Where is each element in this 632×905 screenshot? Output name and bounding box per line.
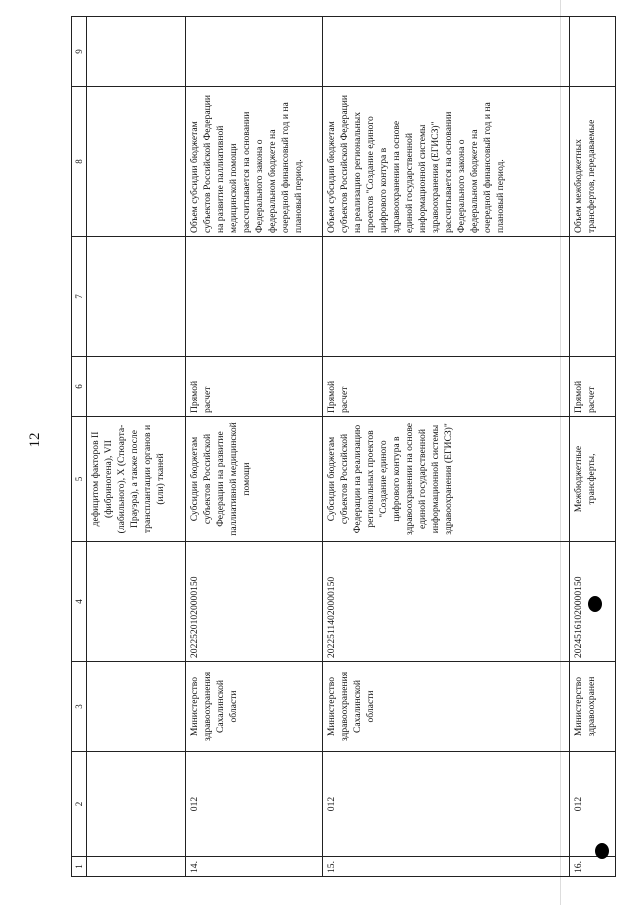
punch-hole-mark bbox=[588, 596, 602, 612]
cell-method: Прямой расчет bbox=[322, 357, 569, 417]
cell-col7 bbox=[322, 237, 569, 357]
cell-org: Министерство здравоохранения Сахалинской области bbox=[322, 662, 569, 752]
punch-hole-mark bbox=[595, 843, 609, 859]
cell-name: Субсидии бюджетам субъектов Российской Федерации на развитие паллиативной медицинской помощи bbox=[185, 417, 322, 542]
table-row bbox=[322, 17, 569, 877]
table-container bbox=[71, 17, 616, 877]
cell-name: Субсидии бюджетам субъектов Российской Федерации на реализацию региональных проектов "Создание единого цифрового контура в здравоохранении на основе единой государственной информационной системы здравоохранения (ЕГИСЗ)" bbox=[322, 417, 569, 542]
cell-code: 012 bbox=[185, 752, 322, 857]
cell-kbk: 20225114020000150 bbox=[322, 542, 569, 662]
header-cell: 2 bbox=[72, 752, 87, 857]
table-row bbox=[185, 17, 322, 877]
header-cell: 9 bbox=[72, 17, 87, 87]
cell-kbk: 20225201020000150 bbox=[185, 542, 322, 662]
cell-org bbox=[87, 662, 186, 752]
cell-code bbox=[87, 752, 186, 857]
cell-col9 bbox=[87, 17, 186, 87]
header-cell: 3 bbox=[72, 662, 87, 752]
cell-col9 bbox=[322, 17, 569, 87]
cell-desc: Объем субсидии бюджетам субъектов Российской Федерации на развитие паллиативной медицинской помощи рассчитывается на основании Федерального закона о федеральном бюджете на очередной финансовый год и на плановый период. bbox=[185, 87, 322, 237]
cell-org: Министерство здравоохранен bbox=[570, 662, 616, 752]
table-row bbox=[570, 17, 616, 877]
cell-name: дефицитом факторов II (фибриногена), VII (лабильного), X (Стюарта-Прауэра), а также после трансплантации органов и (или) тканей bbox=[87, 417, 186, 542]
header-cell: 4 bbox=[72, 542, 87, 662]
cell-number: 14. bbox=[185, 857, 322, 877]
cell-number: 15. bbox=[322, 857, 569, 877]
table-row bbox=[87, 17, 186, 877]
header-row bbox=[72, 17, 87, 877]
cell-method bbox=[87, 357, 186, 417]
cell-code: 012 bbox=[570, 752, 616, 857]
cell-code: 012 bbox=[322, 752, 569, 857]
page-number: 12 bbox=[27, 432, 43, 448]
cell-org: Министерство здравоохранения Сахалинской области bbox=[185, 662, 322, 752]
header-cell: 8 bbox=[72, 87, 87, 237]
cell-number bbox=[87, 857, 186, 877]
cell-kbk: 20245161020000150 bbox=[570, 542, 616, 662]
cell-col9 bbox=[570, 17, 616, 87]
header-cell: 1 bbox=[72, 857, 87, 877]
cell-col7 bbox=[87, 237, 186, 357]
cell-col7 bbox=[570, 237, 616, 357]
cell-kbk bbox=[87, 542, 186, 662]
cell-desc: Объем межбюджетных трансфертов, передаваемые bbox=[570, 87, 616, 237]
header-cell: 7 bbox=[72, 237, 87, 357]
cell-col9 bbox=[185, 17, 322, 87]
cell-method: Прямой расчет bbox=[185, 357, 322, 417]
header-cell: 5 bbox=[72, 417, 87, 542]
budget-table bbox=[71, 16, 616, 877]
header-cell: 6 bbox=[72, 357, 87, 417]
cell-desc: Объем субсидии бюджетам субъектов Российской Федерации на реализацию региональных проектов "Создание единого цифрового контура в здравоохранении на основе единой государственной информационной системы здравоохранения (ЕГИСЗ)" рассчитывается на основании Федерального закона о федеральном бюджете на очередной финансовый год и на плановый период. bbox=[322, 87, 569, 237]
cell-col7 bbox=[185, 237, 322, 357]
cell-name: Межбюджетные трансферты, bbox=[570, 417, 616, 542]
cell-method: Прямой расчет bbox=[570, 357, 616, 417]
cell-desc bbox=[87, 87, 186, 237]
cell-number: 16. bbox=[570, 857, 616, 877]
